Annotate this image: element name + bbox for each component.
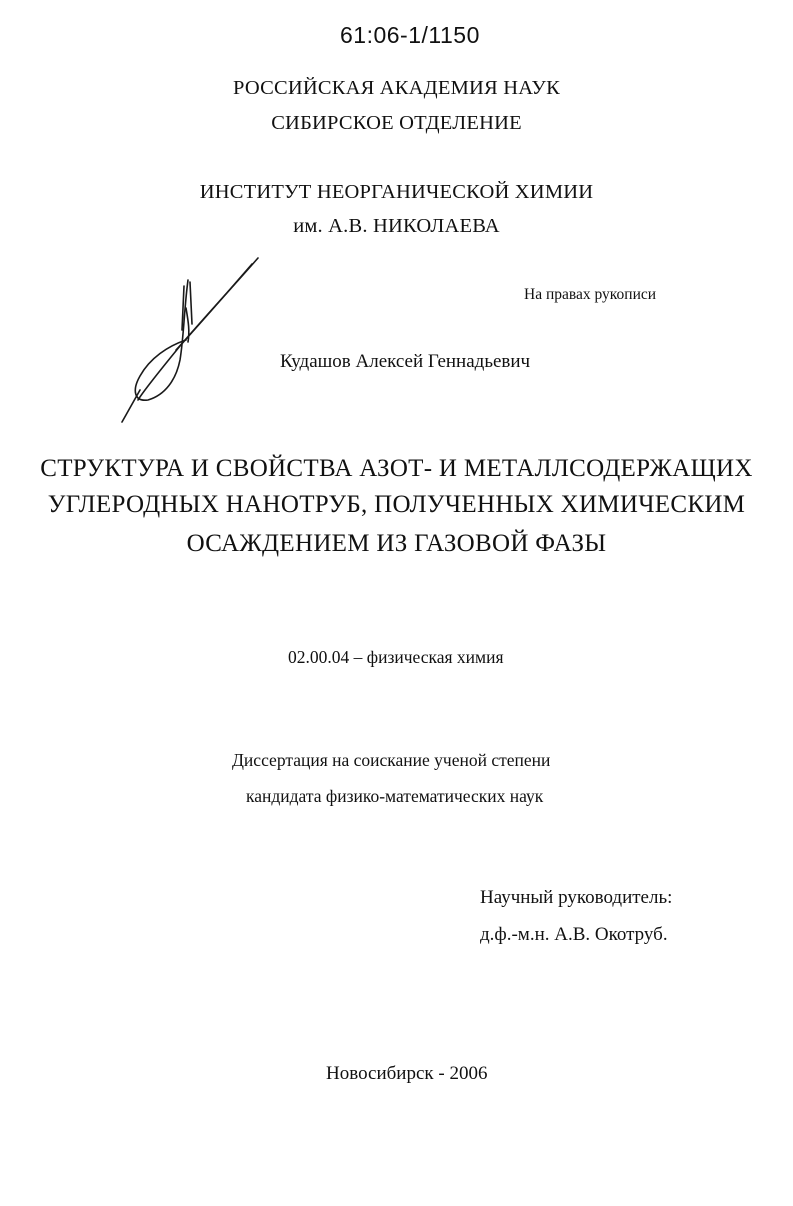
author-name: Кудашов Алексей Геннадьевич [280,351,531,372]
dissertation-title-line-1: СТРУКТУРА И СВОЙСТВА АЗОТ- И МЕТАЛЛСОДЕРЖАЩИХ [40,455,753,482]
institute-name: ИНСТИТУТ НЕОРГАНИЧЕСКОЙ ХИМИИ [199,181,594,203]
branch-name: СИБИРСКОЕ ОТДЕЛЕНИЕ [271,112,522,134]
degree-purpose-line-2: кандидата физико-математических наук [246,786,544,806]
institute-named-after: им. А.В. НИКОЛАЕВА [293,215,500,237]
catalog-number: 61:06-1/1150 [340,22,480,48]
signature-icon [110,250,270,430]
dissertation-title-line-2: УГЛЕРОДНЫХ НАНОТРУБ, ПОЛУЧЕННЫХ ХИМИЧЕСКИМ [47,491,746,518]
specialty-code: 02.00.04 – физическая химия [288,647,504,667]
supervisor-label: Научный руководитель: [480,887,673,908]
rights-note: На правах рукописи [524,286,657,303]
supervisor-name: д.ф.-м.н. А.В. Окотруб. [480,924,668,945]
city-year: Новосибирск - 2006 [326,1063,488,1084]
dissertation-title-line-3: ОСАЖДЕНИЕМ ИЗ ГАЗОВОЙ ФАЗЫ [186,530,607,557]
academy-name: РОССИЙСКАЯ АКАДЕМИЯ НАУК [232,77,561,99]
degree-purpose-line-1: Диссертация на соискание ученой степени [232,750,551,770]
